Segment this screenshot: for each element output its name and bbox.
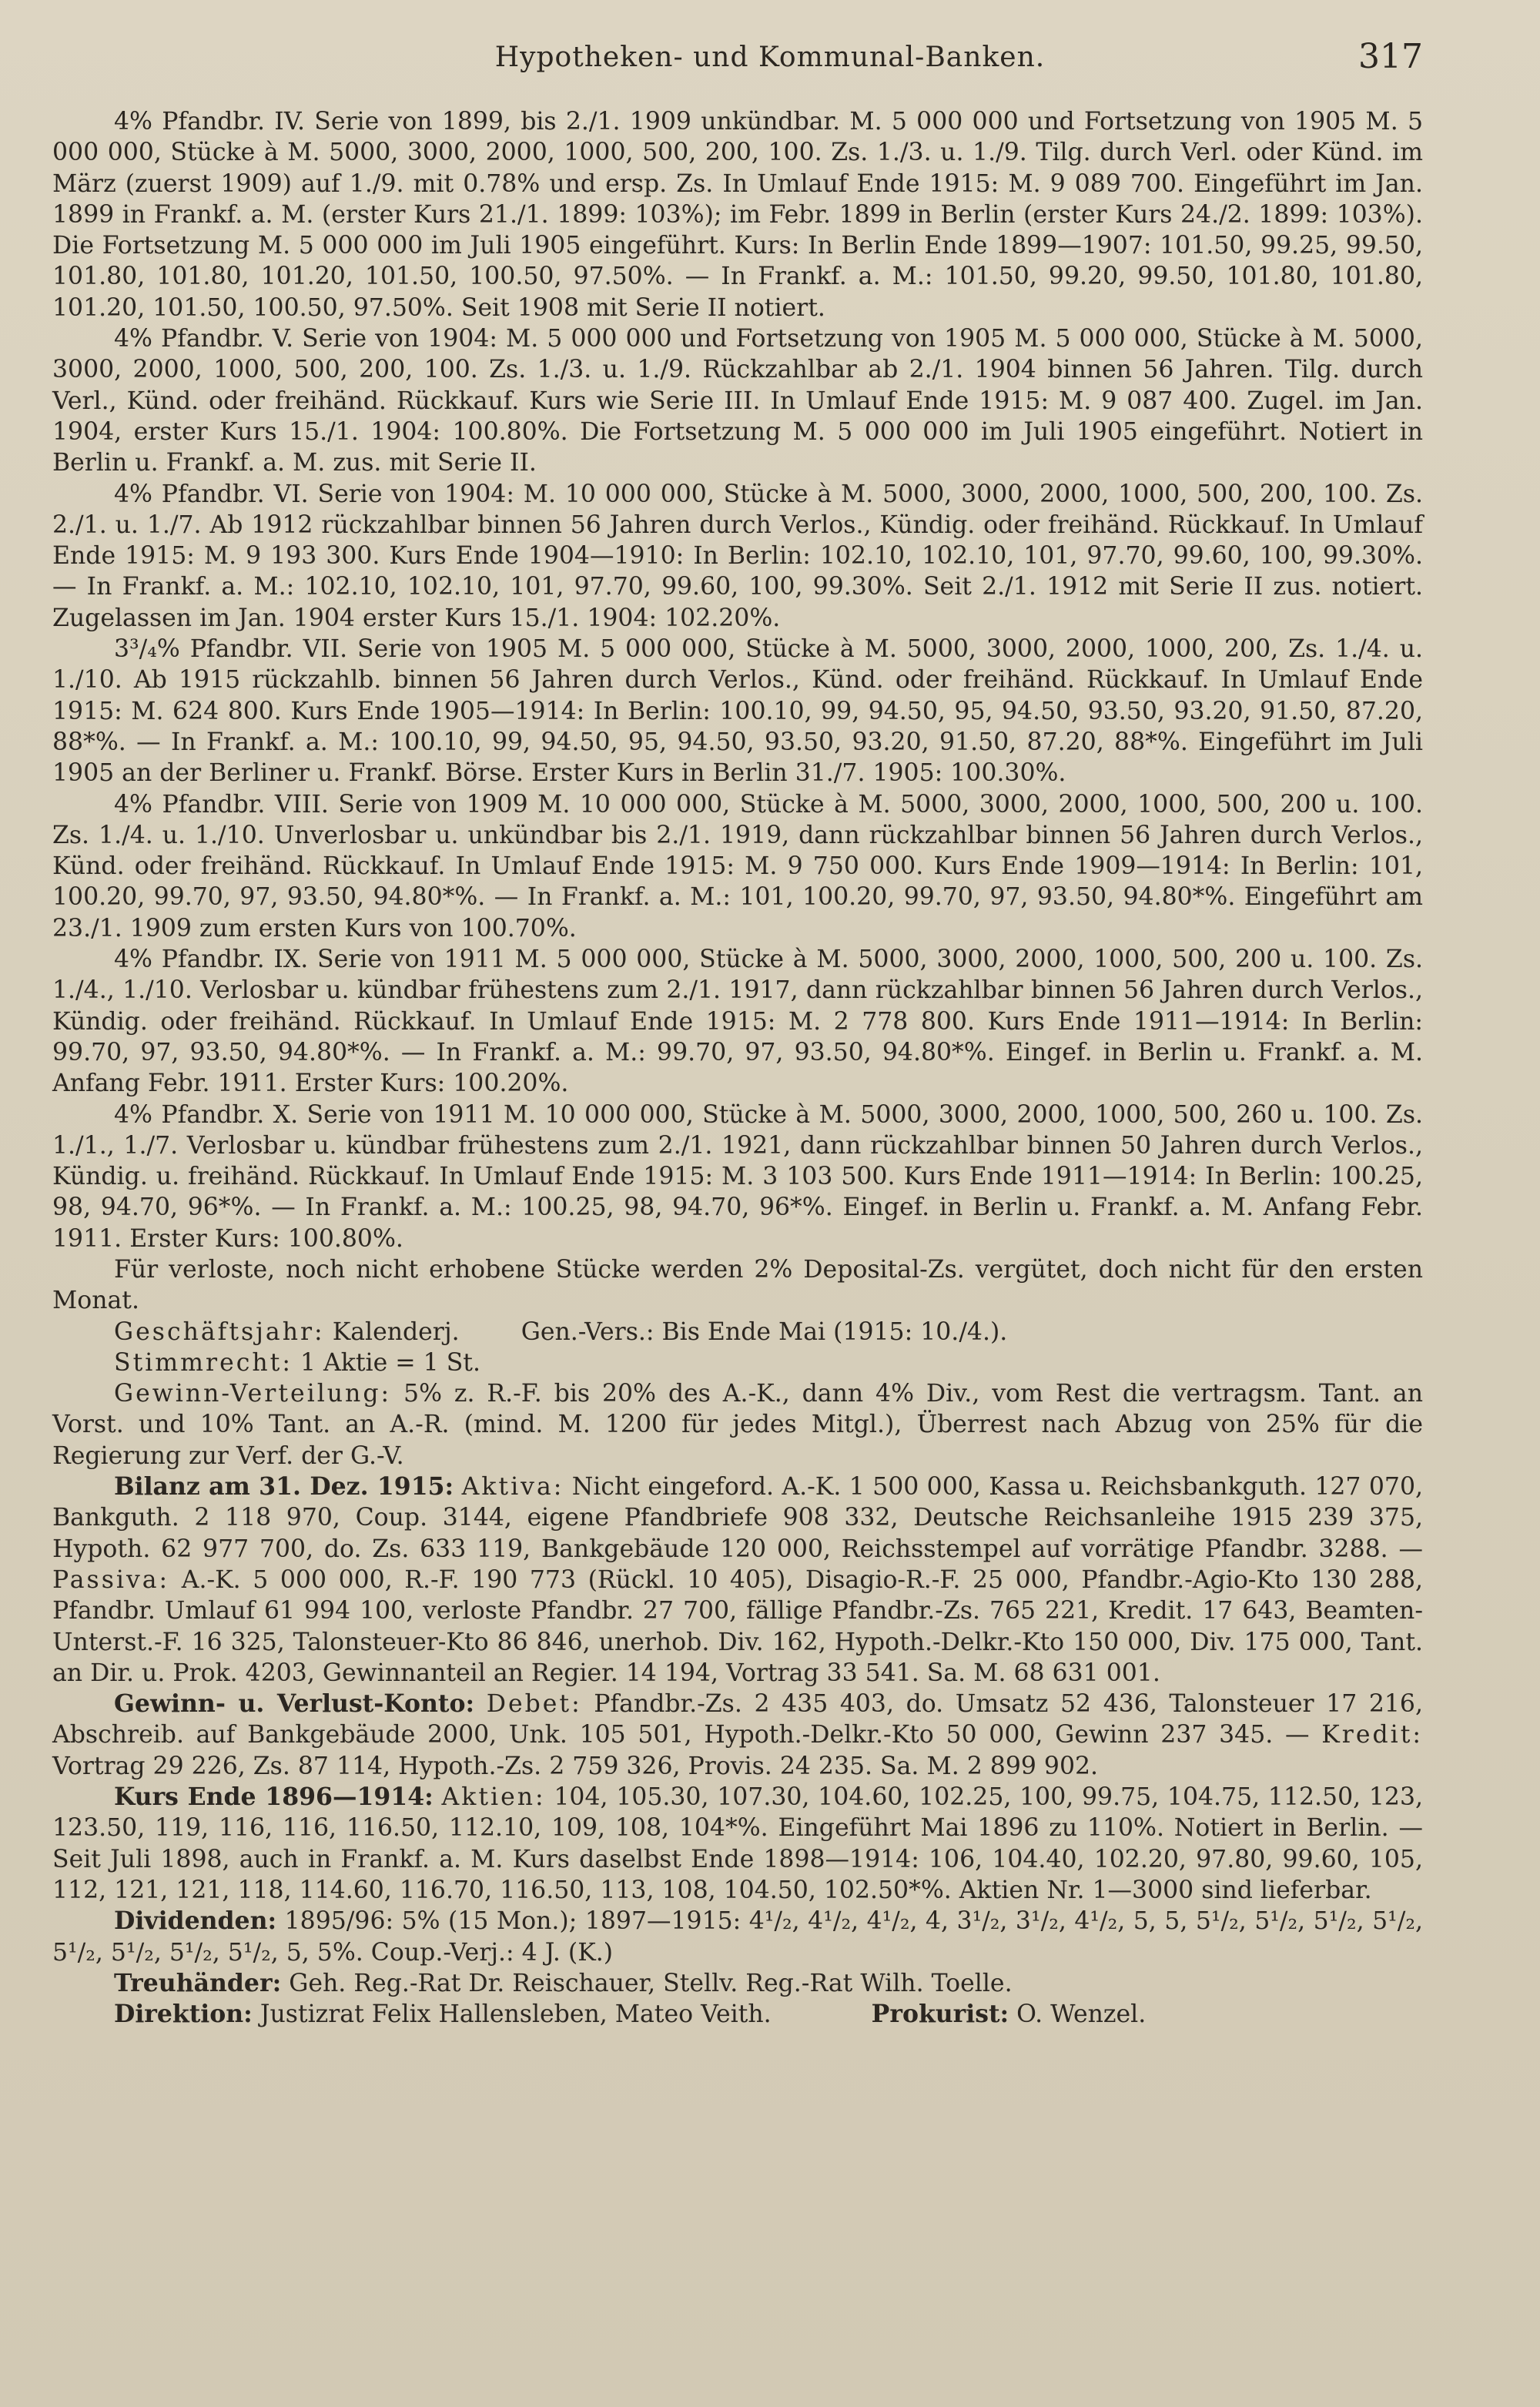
kurs-label: Kurs Ende 1896—1914: <box>114 1783 434 1812</box>
paragraph-pfandbr-x: 4% Pfandbr. X. Serie von 1911 M. 10 000 000, Stücke à M. 5000, 3000, 2000, 1000, 500, 260 u. 100. Zs. 1./1., 1./7. Verlosbar u. kündbar frühestens zum 2./1. 1921, dann rückzahlbar binnen 50 Jahren durch Verlos., Kündig. u. freihänd. Rückkauf. In Umlauf Ende 1915: M. 3 103 500. Kurs Ende 1911—1914: In Berlin: 100.25, 98, 94.70, 96*%. — In Frankf. a. M.: 100.25, 98, 94.70, 96*%. Eingef. in Berlin u. Frankf. a. M. Anfang Febr. 1911. Erster Kurs: 100.80%. <box>52 1100 1423 1253</box>
passiva-label: Passiva: <box>52 1565 170 1594</box>
running-title: Hypotheken- und Kommunal-Banken. <box>494 42 1046 73</box>
bilanz-section <box>52 1471 1423 1689</box>
paragraph-pfandbr-ix: 4% Pfandbr. IX. Serie von 1911 M. 5 000 000, Stücke à M. 5000, 3000, 2000, 1000, 500, 200 u. 100. Zs. 1./4., 1./10. Verlosbar u. kündbar frühestens zum 2./1. 1917, dann rückzahlbar binnen 56 Jahren durch Verlos., Kündig. oder freihänd. Rückkauf. In Umlauf Ende 1915: M. 2 778 800. Kurs Ende 1911—1914: In Berlin: 99.70, 97, 93.50, 94.80*%. — In Frankf. a. M.: 99.70, 97, 93.50, 94.80*%. Eingef. in Berlin u. Frankf. a. M. Anfang Febr. 1911. Erster Kurs: 100.20%. <box>52 946 1423 1098</box>
passiva-text: A.-K. 5 000 000, R.-F. 190 773 (Rückl. 10 405), Disagio-R.-F. 25 000, Pfandbr.-Agio-Kto 130 288, Pfandbr. Umlauf 61 994 100, verloste Pfandbr. 27 700, fällige Pfandbr.-Zs. 765 221, Kredit. 17 643, Beamten-Unterst.-F. 16 325, Talonsteuer-Kto 86 846, unerhob. Div. 162, Hypoth.-Delkr.-Kto 150 000, Div. 175 000, Tant. an Dir. u. Prok. 4203, Gewinnanteil an Regier. 14 194, Vortrag 33 541. Sa. M. 68 631 001. <box>52 1565 1423 1687</box>
debet-text: Pfandbr.-Zs. 2 435 403, do. Umsatz 52 436, Talonsteuer 17 216, Abschreib. auf Bankgebäude 2000, Unk. 105 501, Hypoth.-Delkr.-Kto 50 000, Gewinn 237 345. — <box>52 1690 1423 1749</box>
page-body <box>52 106 1423 2030</box>
dividenden-text: 1895/96: 5% (15 Mon.); 1897—1915: 4¹/₂, 4¹/₂, 4¹/₂, 4, 3¹/₂, 3¹/₂, 4¹/₂, 5, 5, 5¹/₂, 5¹/₂, 5¹/₂, 5¹/₂, 5¹/₂, 5¹/₂, 5¹/₂, 5¹/₂, 5, 5%. Coup.-Verj.: 4 J. (K.) <box>52 1907 1423 1967</box>
guv-section <box>52 1689 1423 1782</box>
direktion-section <box>52 1999 1423 2030</box>
bilanz-label: Bilanz am 31. Dez. 1915: <box>114 1472 454 1501</box>
prokurist-text: O. Wenzel. <box>1016 2000 1147 2029</box>
gewinn-verteilung <box>52 1378 1423 1471</box>
stimmrecht-label: Stimmrecht: <box>114 1348 293 1377</box>
kurs-section <box>52 1782 1423 1906</box>
genvers-label: Gen.-Vers.: <box>521 1317 654 1346</box>
geschaeftsjahr-label: Geschäftsjahr: <box>114 1317 325 1346</box>
debet-label: Debet: <box>486 1690 582 1719</box>
paragraph-pfandbr-v: 4% Pfandbr. V. Serie von 1904: M. 5 000 000 und Fortsetzung von 1905 M. 5 000 000, Stücke à M. 5000, 3000, 2000, 1000, 500, 200, 100. Zs. 1./3. u. 1./9. Rückzahlbar ab 2./1. 1904 binnen 56 Jahren. Tilg. durch Verl., Künd. oder freihänd. Rückkauf. Kurs wie Serie III. In Umlauf Ende 1915: M. 9 087 400. Zugel. im Jan. 1904, erster Kurs 15./1. 1904: 100.80%. Die Fortsetzung M. 5 000 000 im Juli 1905 eingeführt. Notiert in Berlin u. Frankf. a. M. zus. mit Serie II. <box>52 325 1423 477</box>
geschaeftsjahr-line <box>52 1317 1423 1347</box>
paragraph-pfandbr-vi: 4% Pfandbr. VI. Serie von 1904: M. 10 000 000, Stücke à M. 5000, 3000, 2000, 1000, 500, 200, 100. Zs. 2./1. u. 1./7. Ab 1912 rückzahlbar binnen 56 Jahren durch Verlos., Kündig. oder freihänd. Rückkauf. In Umlauf Ende 1915: M. 9 193 300. Kurs Ende 1904—1910: In Berlin: 102.10, 102.10, 101, 97.70, 99.60, 100, 99.30%. — In Frankf. a. M.: 102.10, 102.10, 101, 97.70, 99.60, 100, 99.30%. Seit 2./1. 1912 mit Serie II zus. notiert. Zugelassen im Jan. 1904 erster Kurs 15./1. 1904: 102.20%. <box>52 480 1423 632</box>
treuhaender-section <box>52 1968 1423 1999</box>
treuhaender-label: Treuhänder: <box>114 1968 282 1997</box>
paragraph-pfandbr-viii: 4% Pfandbr. VIII. Serie von 1909 M. 10 000 000, Stücke à M. 5000, 3000, 2000, 1000, 500, 200 u. 100. Zs. 1./4. u. 1./10. Unverlosbar u. unkündbar bis 2./1. 1919, dann rückzahlbar binnen 56 Jahren durch Verlos., Künd. oder freihänd. Rückkauf. In Umlauf Ende 1915: M. 9 750 000. Kurs Ende 1909—1914: In Berlin: 101, 100.20, 99.70, 97, 93.50, 94.80*%. — In Frankf. a. M.: 101, 100.20, 99.70, 97, 93.50, 94.80*%. Eingeführt am 23./1. 1909 zum ersten Kurs von 100.70%. <box>52 790 1423 942</box>
kredit-text: Vortrag 29 226, Zs. 87 114, Hypoth.-Zs. 2 759 326, Provis. 24 235. Sa. M. 2 899 902. <box>52 1752 1099 1780</box>
page-header <box>0 37 1540 83</box>
direktion-text: Justizrat Felix Hallensleben, Mateo Veith. <box>259 2000 772 2029</box>
gewinn-verteilung-text: 5% z. R.-F. bis 20% des A.-K., dann 4% Div., vom Rest die vertragsm. Tant. an Vorst. und 10% Tant. an A.-R. (mind. M. 1200 für jedes Mitgl.), Überrest nach Abzug von 25% für die Regierung zur Verf. der G.-V. <box>52 1380 1423 1470</box>
prokurist-label: Prokurist: <box>871 2000 1009 2029</box>
genvers-value: Bis Ende Mai (1915: 10./4.). <box>661 1317 1008 1346</box>
stimmrecht-value: 1 Aktie = 1 St. <box>300 1348 480 1377</box>
paragraph-pfandbr-iv: 4% Pfandbr. IV. Serie von 1899, bis 2./1. 1909 unkündbar. M. 5 000 000 und Fortsetzung von 1905 M. 5 000 000, Stücke à M. 5000, 3000, 2000, 1000, 500, 200, 100. Zs. 1./3. u. 1./9. Tilg. durch Verl. oder Künd. im März (zuerst 1909) auf 1./9. mit 0.78% und ersp. Zs. In Umlauf Ende 1915: M. 9 089 700. Eingeführt im Jan. 1899 in Frankf. a. M. (erster Kurs 21./1. 1899: 103%); im Febr. 1899 in Berlin (erster Kurs 24./2. 1899: 103%). Die Fortsetzung M. 5 000 000 im Juli 1905 eingeführt. Kurs: In Berlin Ende 1899—1907: 101.50, 99.25, 99.50, 101.80, 101.80, 101.20, 101.50, 100.50, 97.50%. — In Frankf. a. M.: 101.50, 99.20, 99.50, 101.80, 101.80, 101.20, 101.50, 100.50, 97.50%. Seit 1908 mit Serie II notiert. <box>52 108 1423 322</box>
dividenden-label: Dividenden: <box>114 1907 277 1936</box>
aktiva-text: Nicht eingeford. A.-K. 1 500 000, Kassa u. Reichsbankguth. 127 070, Bankguth. 2 118 970, Coup. 3144, eigene Pfandbriefe 908 332, Deutsche Reichsanleihe 1915 239 375, Hypoth. 62 977 700, do. Zs. 633 119, Bankgebäude 120 000, Reichsstempel auf vorrätige Pfandbr. 3288. — <box>52 1473 1423 1563</box>
page-number: 317 <box>1358 37 1423 76</box>
aktien-label: Aktien: <box>441 1783 546 1812</box>
geschaeftsjahr-value: Kalenderj. <box>332 1317 460 1346</box>
paragraph-verloste-stuecke: Für verloste, noch nicht erhobene Stücke werden 2% Deposital-Zs. vergütet, doch nicht für den ersten Monat. <box>52 1255 1423 1315</box>
aktien-text: 104, 105.30, 107.30, 104.60, 102.25, 100, 99.75, 104.75, 112.50, 123, 123.50, 119, 116, 116, 116.50, 112.10, 109, 108, 104*%. Eingeführt Mai 1896 zu 110%. Notiert in Berlin. — Seit Juli 1898, auch in Frankf. a. M. Kurs daselbst Ende 1898—1914: 106, 104.40, 102.20, 97.80, 99.60, 105, 112, 121, 121, 118, 114.60, 116.70, 116.50, 113, 108, 104.50, 102.50*%. Aktien Nr. 1—3000 sind lieferbar. <box>52 1783 1423 1904</box>
direktion-label: Direktion: <box>114 2000 253 2029</box>
aktiva-label: Aktiva: <box>461 1473 564 1501</box>
paragraph-pfandbr-vii: 3³/₄% Pfandbr. VII. Serie von 1905 M. 5 000 000, Stücke à M. 5000, 3000, 2000, 1000, 200, Zs. 1./4. u. 1./10. Ab 1915 rückzahlb. binnen 56 Jahren durch Verlos., Künd. oder freihänd. Rückkauf. In Umlauf Ende 1915: M. 624 800. Kurs Ende 1905—1914: In Berlin: 100.10, 99, 94.50, 95, 94.50, 93.50, 93.20, 91.50, 87.20, 88*%. — In Frankf. a. M.: 100.10, 99, 94.50, 95, 94.50, 93.50, 93.20, 91.50, 87.20, 88*%. Eingeführt im Juli 1905 an der Berliner u. Frankf. Börse. Erster Kurs in Berlin 31./7. 1905: 100.30%. <box>52 635 1423 788</box>
kredit-label: Kredit: <box>1321 1721 1423 1749</box>
stimmrecht-line <box>52 1347 1423 1378</box>
gewinn-verteilung-label: Gewinn-Verteilung: <box>114 1380 392 1408</box>
dividenden-section <box>52 1906 1423 1968</box>
guv-label: Gewinn- u. Verlust-Konto: <box>114 1689 475 1719</box>
treuhaender-text: Geh. Reg.-Rat Dr. Reischauer, Stellv. Reg.-Rat Wilh. Toelle. <box>289 1969 1013 1997</box>
